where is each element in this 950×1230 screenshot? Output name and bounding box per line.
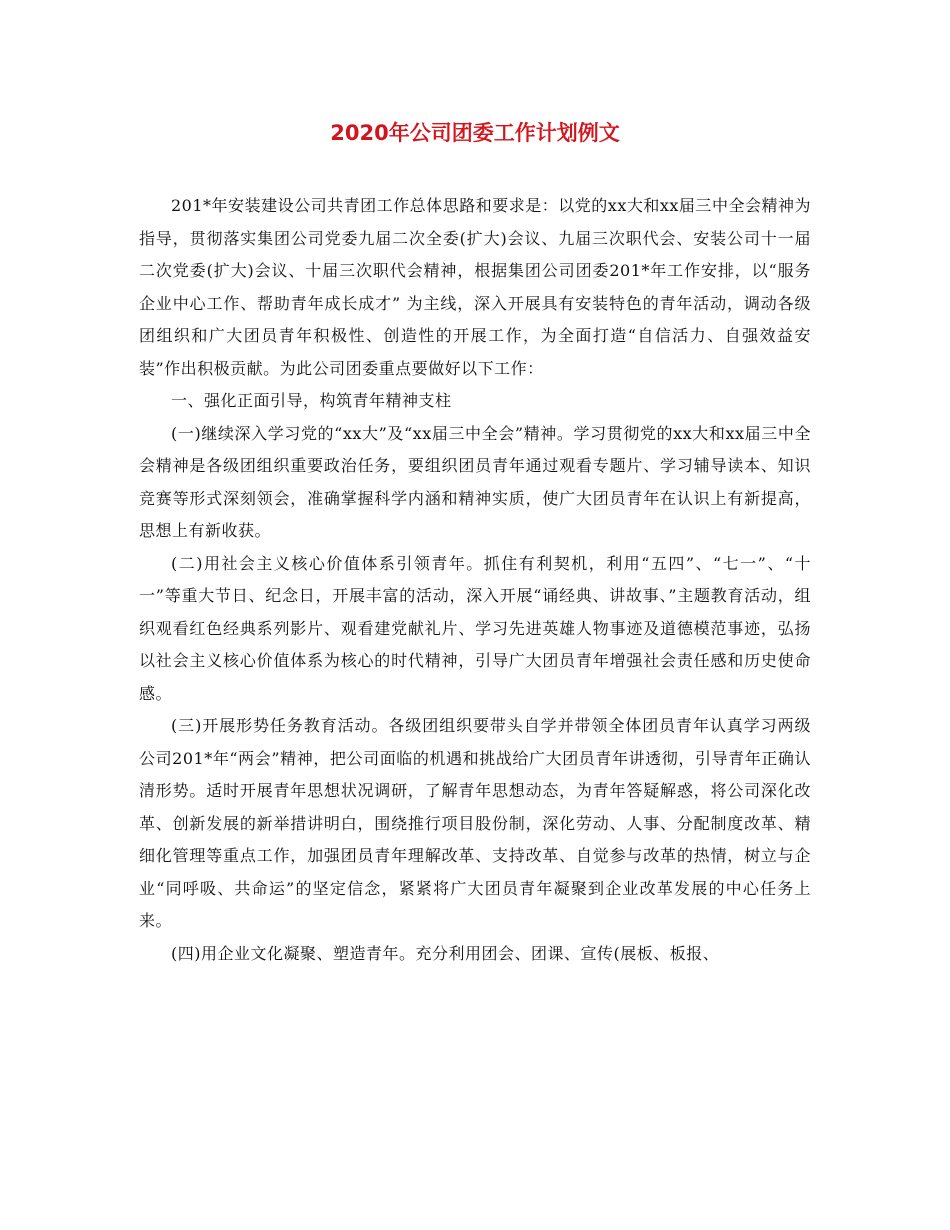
document-title: 2020年公司团委工作计划例文 xyxy=(330,121,620,145)
paragraph-intro: 201*年安装建设公司共青团工作总体思路和要求是：以党的xx大和xx届三中全会精神为指导，贯彻落实集团公司党委九届二次全委(扩大)会议、九届三次职代会、安装公司十一届二次党委(扩大)会议、十届三次职代会精神，根据集团公司团委201*年工作安排，以“服务企业中心工作、帮助青年成长成才” 为主线，深入开展具有安装特色的青年活动，调动各级团组织和广大团员青年积极性、创造性的开展工作，为全面打造“自信活力、自强效益安装”作出积极贡献。为此公司团委重点要做好以下工作： xyxy=(139,196,811,378)
paragraph-item-3: (三)开展形势任务教育活动。各级团组织要带头自学并带领全体团员青年认真学习两级公司201*年“两会”精神，把公司面临的机遇和挑战给广大团员青年讲透彻，引导青年正确认清形势。适时开展青年思想状况调研，了解青年思想动态，为青年答疑解惑，将公司深化改革、创新发展的新举措讲明白，围绕推行项目股份制，深化劳动、人事、分配制度改革、精细化管理等重点工作，加强团员青年理解改革、支持改革、自觉参与改革的热情，树立与企业“同呼吸、共命运”的坚定信念，紧紧将广大团员青年凝聚到企业改革发展的中心任务上来。 xyxy=(139,716,811,930)
paragraph-item-1: (一)继续深入学习党的“xx大”及“xx届三中全会”精神。学习贯彻党的xx大和xx届三中全会精神是各级团组织重要政治任务，要组织团员青年通过观看专题片、学习辅导读本、知识竞赛等形式深刻领会，准确掌握科学内涵和精神实质，使广大团员青年在认识上有新提高，思想上有新收获。 xyxy=(139,423,811,540)
paragraph-item-2: (二)用社会主义核心价值体系引领青年。抓住有利契机，利用“五四”、“七一”、“十一”等重大节日、纪念日，开展丰富的活动，深入开展“诵经典、讲故事、”主题教育活动，组织观看红色经典系列影片、观看建党献礼片、学习先进英雄人物事迹及道德模范事迹，弘扬以社会主义核心价值体系为核心的时代精神，引导广大团员青年增强社会责任感和历史使命感。 xyxy=(139,553,811,703)
paragraph-item-4: (四)用企业文化凝聚、塑造青年。充分利用团会、团课、宣传(展板、板报、 xyxy=(171,943,720,963)
document-body xyxy=(139,190,811,970)
section-heading-1: 一、强化正面引导，构筑青年精神支柱 xyxy=(171,391,452,410)
